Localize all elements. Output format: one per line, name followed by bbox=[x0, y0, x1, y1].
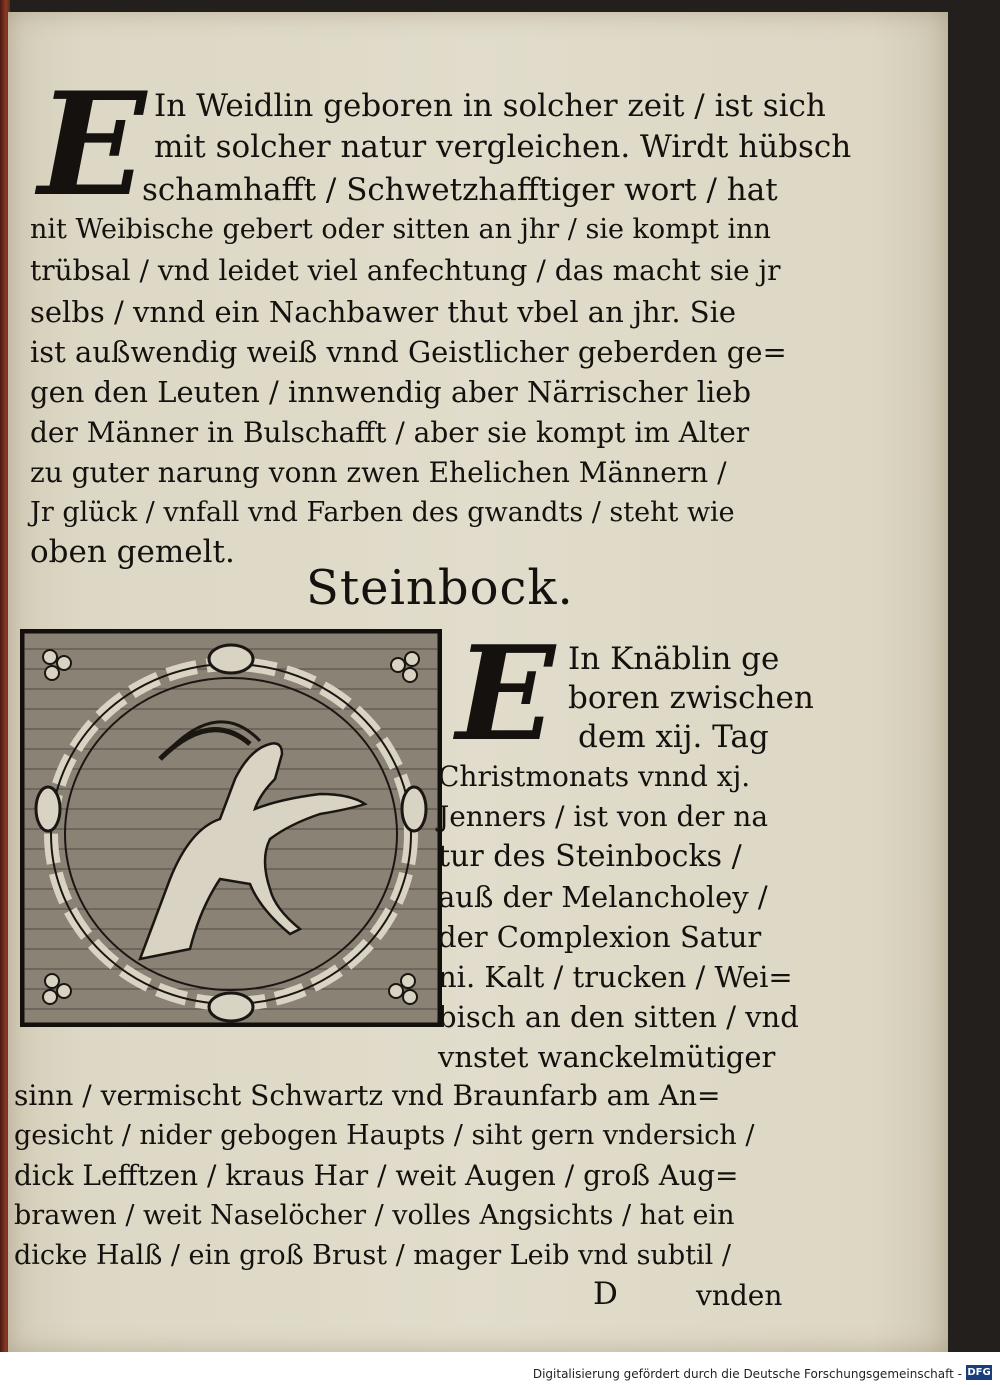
text-line: oben gemelt. bbox=[30, 534, 235, 570]
catchword: vnden bbox=[696, 1279, 783, 1312]
text-line: Christmonats vnnd xj. bbox=[438, 760, 751, 793]
text-line: trübsal / vnd leidet viel anfechtung / das macht sie jr bbox=[30, 254, 781, 287]
text-line: ist außwendig weiß vnnd Geistlicher geberden ge= bbox=[30, 335, 787, 369]
text-line: sinn / vermischt Schwartz vnd Braunfarb am An= bbox=[14, 1079, 721, 1112]
decorative-initial-2: E bbox=[456, 617, 556, 770]
text-line: Jr glück / vnfall vnd Farben des gwandts / steht wie bbox=[30, 497, 735, 528]
dfg-logo: DFG bbox=[967, 1367, 991, 1378]
text-line: dem xij. Tag bbox=[578, 719, 769, 755]
section-heading: Steinbock. bbox=[306, 560, 574, 616]
text-line: ni. Kalt / trucken / Wei= bbox=[438, 960, 793, 994]
text-line: mit solcher natur vergleichen. Wirdt hübsch bbox=[154, 129, 852, 165]
text-line: zu guter narung vonn zwen Ehelichen Männern / bbox=[30, 456, 727, 489]
text-line: der Männer in Bulschafft / aber sie kompt im Alter bbox=[30, 416, 750, 449]
text-line: selbs / vnnd ein Nachbawer thut vbel an jhr. Sie bbox=[30, 295, 737, 329]
text-line: gesicht / nider gebogen Haupts / siht gern vndersich / bbox=[14, 1120, 755, 1151]
text-line: In Weidlin geboren in solcher zeit / ist sich bbox=[154, 88, 826, 124]
text-line: nit Weibische gebert oder sitten an jhr / sie kompt inn bbox=[30, 214, 771, 245]
decorative-initial-1: E bbox=[38, 62, 147, 228]
funding-notice: Digitalisierung gefördert durch die Deutsche Forschungsgemeinschaft - bbox=[532, 1367, 962, 1381]
text-line: dick Lefftzen / kraus Har / weit Augen / groß Aug= bbox=[14, 1159, 739, 1192]
text-line: In Knäblin ge bbox=[568, 641, 780, 677]
text-line: vnstet wanckelmütiger bbox=[438, 1040, 776, 1074]
text-line: boren zwischen bbox=[568, 680, 814, 716]
text-line: Jenners / ist von der na bbox=[438, 800, 769, 833]
text-line: der Complexion Satur bbox=[438, 920, 762, 954]
text-line: dicke Halß / ein groß Brust / mager Leib vnd subtil / bbox=[14, 1240, 731, 1271]
text-line: brawen / weit Naselöcher / volles Angsichts / hat ein bbox=[14, 1200, 735, 1231]
text-line: schamhafft / Schwetzhafftiger wort / hat bbox=[142, 172, 778, 208]
text-line: gen den Leuten / innwendig aber Närrischer lieb bbox=[30, 375, 752, 409]
text-line: tur des Steinbocks / bbox=[438, 839, 742, 874]
text-line: bisch an den sitten / vnd bbox=[438, 1000, 799, 1034]
text-line: auß der Melancholey / bbox=[438, 880, 768, 914]
signature-mark: D bbox=[593, 1276, 618, 1312]
capricorn-woodcut-illustration bbox=[20, 629, 442, 1027]
book-page bbox=[8, 12, 948, 1352]
